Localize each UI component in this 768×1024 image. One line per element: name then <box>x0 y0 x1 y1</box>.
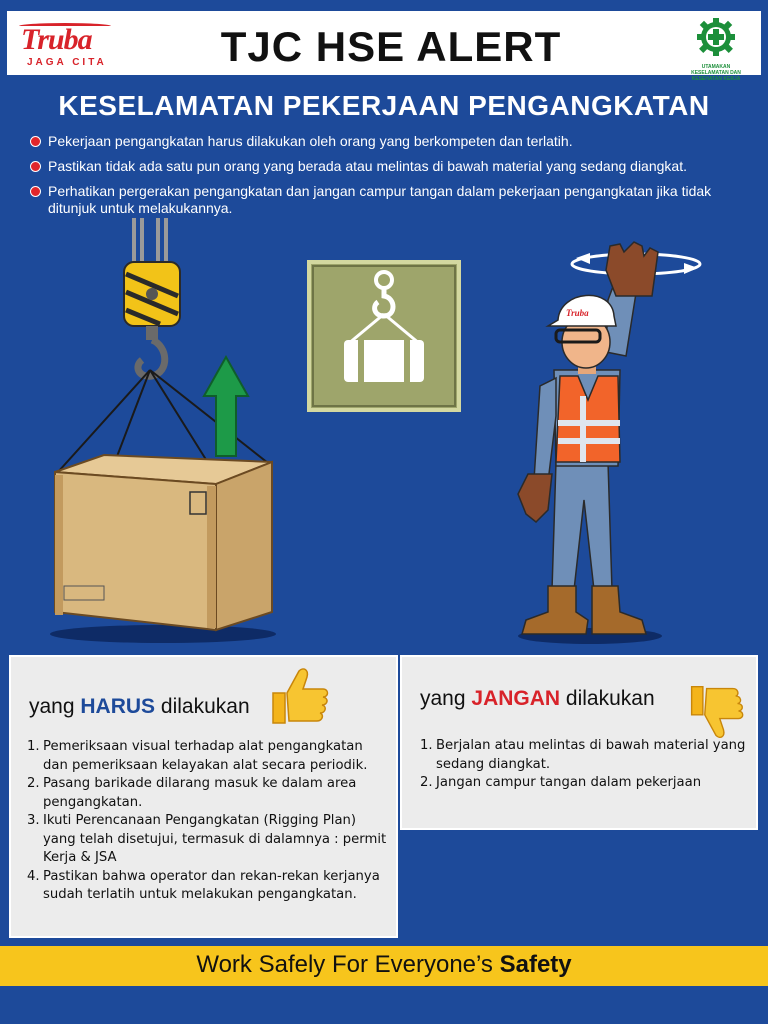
dont-list <box>420 737 750 793</box>
do-panel-heading <box>29 695 250 719</box>
do-heading-prefix: yang <box>29 695 75 718</box>
dont-item <box>420 737 750 774</box>
thumbs-up-icon <box>267 665 331 727</box>
dont-heading-prefix: yang <box>420 687 466 710</box>
crane-hook-icon <box>124 218 180 376</box>
k3-caption: UTAMAKAN KESELAMATAN DAN KESEHATAN KERJA <box>691 64 741 82</box>
do-heading-keyword: HARUS <box>80 695 156 718</box>
do-item <box>27 738 389 775</box>
logo-name: Truba <box>21 23 92 56</box>
do-item <box>27 775 389 812</box>
dont-item-text: Jangan campur tangan dalam pekerjaan <box>436 775 702 790</box>
item-number: 4. <box>27 868 40 884</box>
section-title: KESELAMATAN PEKERJAAN PENGANGKATAN <box>58 90 710 121</box>
k3-logo <box>683 17 749 82</box>
do-item-text: Pemeriksaan visual terhadap alat pengangkatan dan pemeriksaan kelayakan alat secara periodik. <box>43 739 368 773</box>
thumbs-down-icon <box>686 681 746 743</box>
header-bar <box>0 0 768 82</box>
item-number: 2. <box>420 775 433 790</box>
do-item <box>27 812 389 868</box>
lifting-illustration <box>0 215 768 655</box>
dont-panel <box>400 655 758 830</box>
signalman-worker <box>518 242 700 644</box>
footer-text: Work Safely For Everyone’s <box>196 951 493 978</box>
footer-emphasis: Safety <box>499 951 572 978</box>
do-panel <box>9 655 398 938</box>
wooden-crate <box>55 455 272 630</box>
item-number: 3. <box>27 813 40 828</box>
item-number: 2. <box>27 776 40 791</box>
bullet-text: Pekerjaan pengangkatan harus dilakukan oleh orang yang berkompeten dan terlatih. <box>48 133 573 149</box>
bullet-text: Perhatikan pergerakan pengangkatan dan jangan campur tangan dalam pekerjaan pengangkatan jika tidak ditunjuk untuk melakukannya. <box>48 183 712 216</box>
do-heading-suffix: dilakukan <box>160 695 250 718</box>
dont-heading-keyword: JANGAN <box>471 687 561 710</box>
item-number: 1. <box>27 739 40 754</box>
dont-item <box>420 774 750 793</box>
bullet-dot-icon <box>30 136 41 147</box>
bullet-item <box>28 183 748 217</box>
helmet-logo: Truba <box>566 308 589 318</box>
page-title: TJC HSE ALERT <box>220 23 562 70</box>
lifting-sign-icon <box>309 262 459 410</box>
dont-panel-heading <box>420 687 655 711</box>
bullet-item <box>28 133 748 150</box>
bullet-item <box>28 158 748 175</box>
dont-heading-suffix: dilakukan <box>565 687 655 710</box>
bullet-dot-icon <box>30 186 41 197</box>
footer-banner <box>0 946 768 986</box>
header-panel <box>7 11 761 82</box>
safety-bullets <box>28 133 748 225</box>
do-item-text: Pastikan bahwa operator dan rekan-rekan kerjanya sudah terlatih untuk melakukan pengangkatan. <box>43 868 380 902</box>
bullet-text: Pastikan tidak ada satu pun orang yang berada atau melintas di bawah material yang sedang diangkat. <box>48 158 687 174</box>
do-item <box>27 868 389 905</box>
do-list <box>27 738 389 905</box>
dont-item-text: Berjalan atau melintas di bawah material yang sedang diangkat. <box>436 738 746 772</box>
bullet-dot-icon <box>30 161 41 172</box>
do-item-text: Pasang barikade dilarang masuk ke dalam area pengangkatan. <box>43 776 357 810</box>
do-item-text: Ikuti Perencanaan Pengangkatan (Rigging Plan) yang telah disetujui, termasuk di dalamnya : permit Kerja & JSA <box>43 813 387 865</box>
item-number: 1. <box>420 738 433 753</box>
k3-gear-icon <box>694 17 738 59</box>
logo-tagline: JAGA CITA <box>27 57 107 68</box>
crate-shadow <box>50 625 276 643</box>
